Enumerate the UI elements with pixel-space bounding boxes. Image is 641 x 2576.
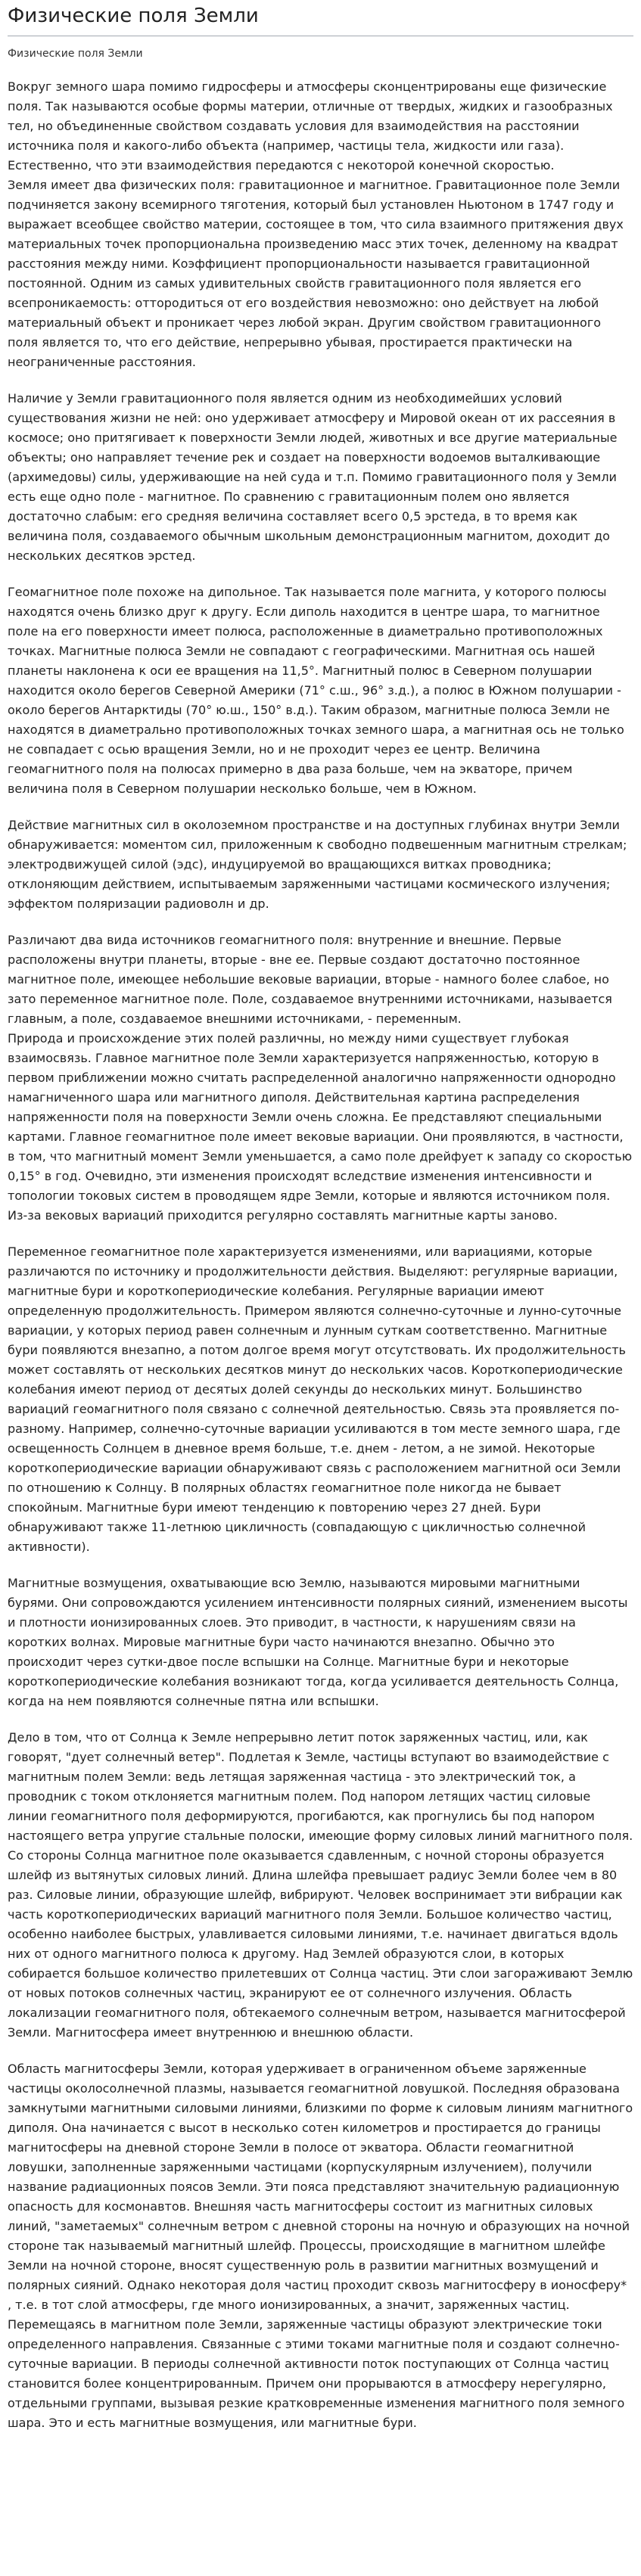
- article-body: [8, 77, 633, 2433]
- paragraph: Переменное геомагнитное поле характеризуется изменениями, или вариациями, которые различаются по источнику и продолжительности действия. Выделяют: регулярные вариации, магнитные бури и короткопериодические колебания. Регулярные вариации имеют определенную продолжительность. Примером являются солнечно-суточные и лунно-суточные вариации, у которых период равен солнечным и лунным суткам соответственно. Магнитные бури появляются внезапно, а потом долгое время могут отсутствовать. Их продолжительность может составлять от нескольких десятков минут до нескольких часов. Короткопериодические колебания имеют период от десятых долей секунды до нескольких минут. Большинство вариаций геомагнитного поля связано с солнечной деятельностью. Связь эта проявляется по-разному. Например, солнечно-суточные вариации усиливаются в том месте земного шара, где освещенность Солнцем в дневное время больше, т.е. днем - летом, а не зимой. Некоторые короткопериодические вариации обнаруживают связь с расположением магнитной оси Земли по отношению к Солнцу. В полярных областях геомагнитное поле никогда не бывает спокойным. Магнитные бури имеют тенденцию к повторению через 27 дней. Бури обнаруживают также 11-летнюю цикличность (совпадающую с цикличностью солнечной активности).: [8, 1244, 626, 1554]
- paragraph: Геомагнитное поле похоже на дипольное. Так называется поле магнита, у которого полюсы находятся очень близко друг к другу. Если диполь находится в центре шара, то магнитное поле на его поверхности имеет полюса, расположенные в диаметрально противоположных точках. Магнитные полюса Земли не совпадают с географическими. Магнитная ось нашей планеты наклонена к оси ее вращения на 11,5°. Магнитный полюс в Северном полушарии находится около берегов Северной Америки (71° с.ш., 96° з.д.), а полюс в Южном полушарии - около берегов Антарктиды (70° ю.ш., 150° в.д.). Таким образом, магнитные полюса Земли не находятся в диаметрально противоположных точках земного шара, а магнитная ось не только не совпадает с осью вращения Земли, но и не проходит через ее центр. Величина геомагнитного поля на полюсах примерно в два раза больше, чем на экваторе, причем величина поля в Северном полушарии несколько больше, чем в Южном.: [8, 584, 624, 796]
- paragraph: Дело в том, что от Солнца к Земле непрерывно летит поток заряженных частиц, или, как говорят, "дует солнечный ветер". Подлетая к Земле, частицы вступают во взаимодействие с магнитным полем Земли: ведь летящая заряженная частица - это электрический ток, а проводник с током отклоняется магнитным полем. Под напором летящих частиц силовые линии геомагнитного поля деформируются, прогибаются, как прогнулись бы под напором настоящего ветра упругие стальные полоски, имеющие форму силовых линий магнитного поля. Со стороны Солнца магнитное поле оказывается сдавленным, с ночной стороны образуется шлейф из вытянутых силовых линий. Длина шлейфа превышает радиус Земли более чем в 80 раз. Силовые линии, образующие шлейф, вибрируют. Человек воспринимает эти вибрации как часть короткопериодических вариаций магнитного поля Земли. Большое количество частиц, особенно наиболее быстрых, улавливается силовыми линиями, т.е. начинает двигаться вдоль них от одного магнитного полюса к другому. Над Землей образуются слои, в которых собирается большое количество прилетевших от Солнца частиц. Эти слои загораживают Землю от новых потоков солнечных частиц, экранируют ее от солнечного излучения. Область локализации геомагнитного поля, обтекаемого солнечным ветром, называется магнитосферой Земли. Магнитосфера имеет внутреннюю и внешнюю области.: [8, 1729, 633, 2040]
- paragraph: Вокруг земного шара помимо гидросферы и атмосферы сконцентрированы еще физические поля. Так называются особые формы материи, отличные от твердых, жидких и газообразных тел, но объединенные свойством создавать условия для взаимодействия на расстоянии источника поля и какого-либо объекта (например, частицы тела, жидкости или газа). Естественно, что эти взаимодействия передаются с некоторой конечной скоростью. Земля имеет два физических поля: гравитационное и магнитное. Гравитационное поле Земли подчиняется закону всемирного тяготения, который был установлен Ньютоном в 1747 году и выражает всеобщее свойство материи, состоящее в том, что сила взаимного притяжения двух материальных точек пропорциональна произведению масс этих точек, деленному на квадрат расстояния между ними. Коэффициент пропорциональности называется гравитационной постоянной. Одним из самых удивительных свойств гравитационного поля является его всепроникаемость: оттородиться от его воздействия невозможно: оно действует на любой материальный объект и проникает через любой экран. Другим свойством гравитационного поля является то, что его действие, непрерывно убывая, простирается практически на неограниченные расстояния.: [8, 79, 624, 369]
- page-title: Физические поля Земли: [8, 3, 633, 36]
- article: [0, 3, 641, 2433]
- paragraph: Различают два вида источников геомагнитного поля: внутренние и внешние. Первые расположены внутри планеты, вторые - вне ее. Первые создают достаточно постоянное магнитное поле, имеющее небольшие вековые вариации, вторые - намного более слабое, но зато переменное магнитное поле. Поле, создаваемое внутренними источниками, называется главным, а поле, создаваемое внешними источниками, - переменным. Природа и происхождение этих полей различны, но между ними существует глубокая взаимосвязь. Главное магнитное поле Земли характеризуется напряженностью, которую в первом приближении можно считать распределенной аналогично напряженности однородно намагниченного шара или магнитного диполя. Действительная картина распределения напряженности поля на поверхности Земли очень сложна. Ее представляют специальными картами. Главное геомагнитное поле имеет вековые вариации. Они проявляются, в частности, в том, что магнитный момент Земли уменьшается, а само поле дрейфует к западу со скоростью 0,15° в год. Очевидно, эти изменения происходят вследствие изменения интенсивности и топологии токовых систем в проводящем ядре Земли, которые и являются источником поля. Из-за вековых вариаций приходится регулярно составлять магнитные карты заново.: [8, 932, 633, 1223]
- paragraph: Магнитные возмущения, охватывающие всю Землю, называются мировыми магнитными бурями. Они сопровождаются усилением интенсивности полярных сияний, изменением высоты и плотности ионизированных слоев. Это приводит, в частности, к нарушениям связи на коротких волнах. Мировые магнитные бури часто начинаются внезапно. Обычно это происходит через сутки-двое после вспышки на Солнце. Магнитные бури и некоторые короткопериодические колебания возникают тогда, когда усиливается деятельность Солнца, когда на нем появляются солнечные пятна или вспышки.: [8, 1575, 628, 1708]
- paragraph: Область магнитосферы Земли, которая удерживает в ограниченном объеме заряженные частицы околосолнечной плазмы, называется геомагнитной ловушкой. Последняя образована замкнутыми магнитными силовыми линиями, близкими по форме к силовым линиям магнитного диполя. Она начинается с высот в несколько сотен километров и простирается до границы магнитосферы на дневной стороне Земли в полосе от экватора. Области геомагнитной ловушки, заполненные заряженными частицами (корпускулярным излучением), получили название радиационных поясов Земли. Эти пояса представляют значительную радиационную опасность для космонавтов. Внешняя часть магнитосферы состоит из магнитных силовых линий, "заметаемых" солнечным ветром с дневной стороны на ночную и образующих на ночной стороне так называемый магнитный шлейф. Процессы, происходящие в магнитном шлейфе Земли на ночной стороне, вносят существенную роль в развитии магнитных возмущений и полярных сияний. Однако некоторая доля частиц проходит сквозь магнитосферу в ионосферу* , т.е. в тот слой атмосферы, где много ионизированных, а значит, заряженных частиц. Перемещаясь в магнитном поле Земли, заряженные частицы образуют электрические токи определенного направления. Связанные с этими токами магнитные поля и создают солнечно-суточные вариации. В периоды солнечной активности поток поступающих от Солнца частиц становится более концентрированным. Причем они прорываются в атмосферу нерегулярно, отдельными группами, вызывая резкие кратковременные изменения магнитного поля земного шара. Это и есть магнитные возмущения, или магнитные бури.: [8, 2061, 633, 2430]
- paragraph: Действие магнитных сил в околоземном пространстве и на доступных глубинах внутри Земли обнаруживается: моментом сил, приложенным к свободно подвешенным магнитным стрелкам; электродвижущей силой (эдс), индуцируемой во вращающихся витках проводника; отклоняющим действием, испытываемым заряженными частицами космического излучения; эффектом поляризации радиоволн и др.: [8, 817, 627, 911]
- paragraph: Наличие у Земли гравитационного поля является одним из необходимейших условий существования жизни не ней: оно удерживает атмосферу и Мировой океан от их рассеяния в космосе; оно притягивает к поверхности Земли людей, животных и все другие материальные объекты; оно направляет течение рек и создает на поверхности водоемов выталкивающие (архимедовы) силы, удерживающие на ней суда и т.п. Помимо гравитационного поля у Земли есть еще одно поле - магнитное. По сравнению с гравитационным полем оно является достаточно слабым: его средняя величина составляет всего 0,5 эрстеда, в то время как величина поля, создаваемого обычным школьным демонстрационным магнитом, доходит до нескольких десятков эрстед.: [8, 390, 618, 563]
- page-subtitle: Физические поля Земли: [8, 48, 143, 61]
